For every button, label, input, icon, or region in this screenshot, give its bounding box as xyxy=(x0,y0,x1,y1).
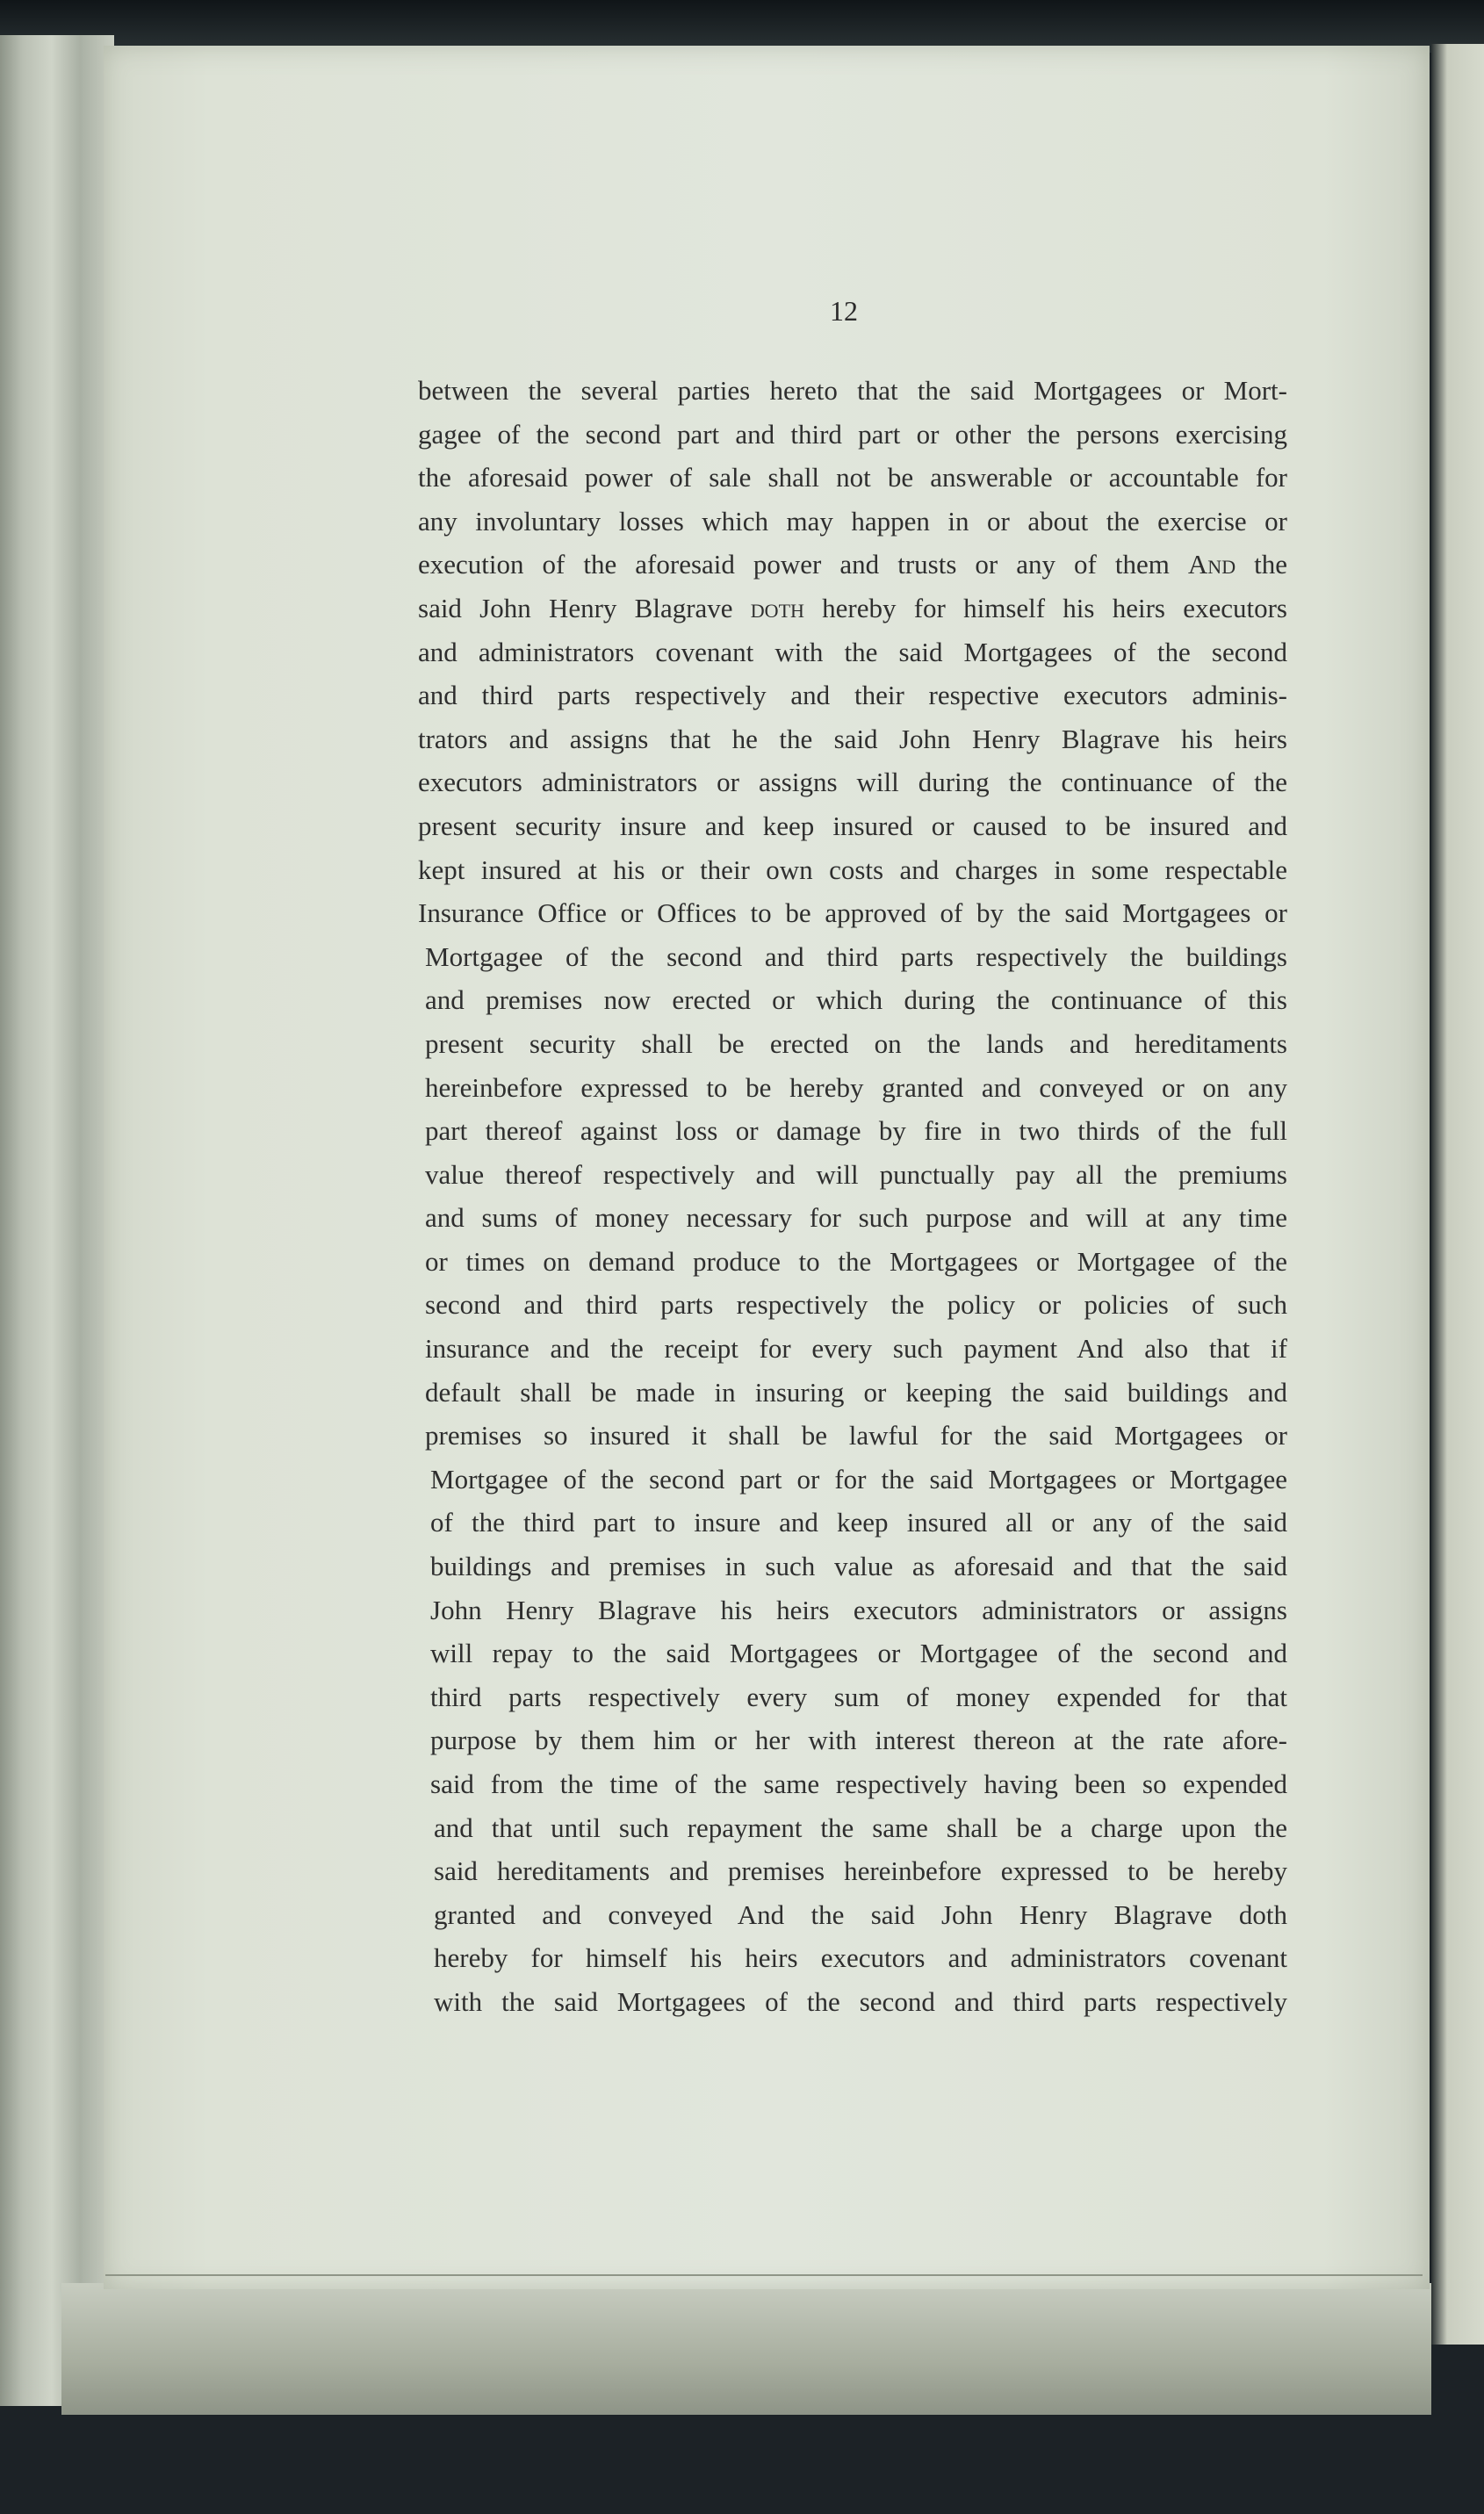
text-line: gagee of the second part and third part or other the persons exercising xyxy=(418,418,1287,450)
text-line: insurance and the receipt for every such payment And also that if xyxy=(425,1333,1287,1365)
text-line: said John Henry Blagrave doth hereby for himself his heirs executors xyxy=(418,592,1287,623)
text-line: hereinbefore expressed to be hereby granted and conveyed or on any xyxy=(425,1071,1287,1103)
text-line: present security insure and keep insured or caused to be insured and xyxy=(418,810,1287,841)
text-line: Mortgagee of the second and third parts respectively the buildings xyxy=(425,940,1287,972)
text-line: between the several parties hereto that the said Mortgagees or Mort- xyxy=(418,375,1287,406)
text-line: execution of the aforesaid power and trusts or any of them And the xyxy=(418,549,1287,580)
text-line: John Henry Blagrave his heirs executors administrators or assigns xyxy=(430,1594,1287,1625)
text-line: third parts respectively every sum of money expended for that xyxy=(430,1681,1287,1712)
page-number: 12 xyxy=(830,295,858,327)
text-line: Mortgagee of the second part or for the said Mortgagees or Mortgagee xyxy=(430,1463,1287,1495)
text-line: of the third part to insure and keep insured all or any of the said xyxy=(430,1507,1287,1538)
text-line: with the said Mortgagees of the second and third parts respectively xyxy=(434,1985,1287,2017)
text-line: part thereof against loss or damage by fire in two thirds of the full xyxy=(425,1115,1287,1147)
text-line: Insurance Office or Offices to be approved of by the said Mortgagees or xyxy=(418,897,1287,929)
text-line: present security shall be erected on the lands and hereditaments xyxy=(425,1027,1287,1059)
text-line: second and third parts respectively the policy or policies of such xyxy=(425,1289,1287,1321)
text-line: said from the time of the same respectively having been so expended xyxy=(430,1768,1287,1799)
text-line: value thereof respectively and will punctually pay all the premiums xyxy=(425,1158,1287,1190)
text-line: any involuntary losses which may happen in or about the exercise or xyxy=(418,505,1287,537)
text-line: will repay to the said Mortgagees or Mortgagee of the second and xyxy=(430,1638,1287,1669)
text-line: kept insured at his or their own costs and charges in some respectable xyxy=(418,854,1287,885)
text-line: and premises now erected or which during the continuance of this xyxy=(425,984,1287,1016)
body-text xyxy=(418,369,1287,2024)
text-line: and sums of money necessary for such purpose and will at any time xyxy=(425,1202,1287,1234)
text-line: default shall be made in insuring or keeping the said buildings and xyxy=(425,1376,1287,1408)
text-line: and administrators covenant with the said Mortgagees of the second xyxy=(418,636,1287,667)
text-line: hereby for himself his heirs executors and administrators covenant xyxy=(434,1942,1287,1974)
facing-page-edge xyxy=(1431,44,1484,2345)
left-page-stack xyxy=(0,35,114,2406)
book-top-edge xyxy=(0,0,1484,53)
text-line: purpose by them him or her with interest thereon at the rate afore- xyxy=(430,1725,1287,1756)
text-line: said hereditaments and premises hereinbefore expressed to be hereby xyxy=(434,1855,1287,1887)
text-line: and third parts respectively and their respective executors adminis- xyxy=(418,680,1287,711)
page-bottom-edges xyxy=(61,2283,1431,2415)
text-line: buildings and premises in such value as aforesaid and that the said xyxy=(430,1551,1287,1582)
text-line: and that until such repayment the same shall be a charge upon the xyxy=(434,1812,1287,1843)
text-line: executors administrators or assigns will during the continuance of the xyxy=(418,767,1287,798)
text-line: or times on demand produce to the Mortgagees or Mortgagee of the xyxy=(425,1245,1287,1277)
page-border-line xyxy=(105,2274,1423,2276)
text-line: the aforesaid power of sale shall not be answerable or accountable for xyxy=(418,462,1287,493)
text-line: granted and conveyed And the said John Henry Blagrave doth xyxy=(434,1898,1287,1930)
text-line: trators and assigns that he the said John Henry Blagrave his heirs xyxy=(418,723,1287,754)
text-line: premises so insured it shall be lawful for the said Mortgagees or xyxy=(425,1420,1287,1451)
